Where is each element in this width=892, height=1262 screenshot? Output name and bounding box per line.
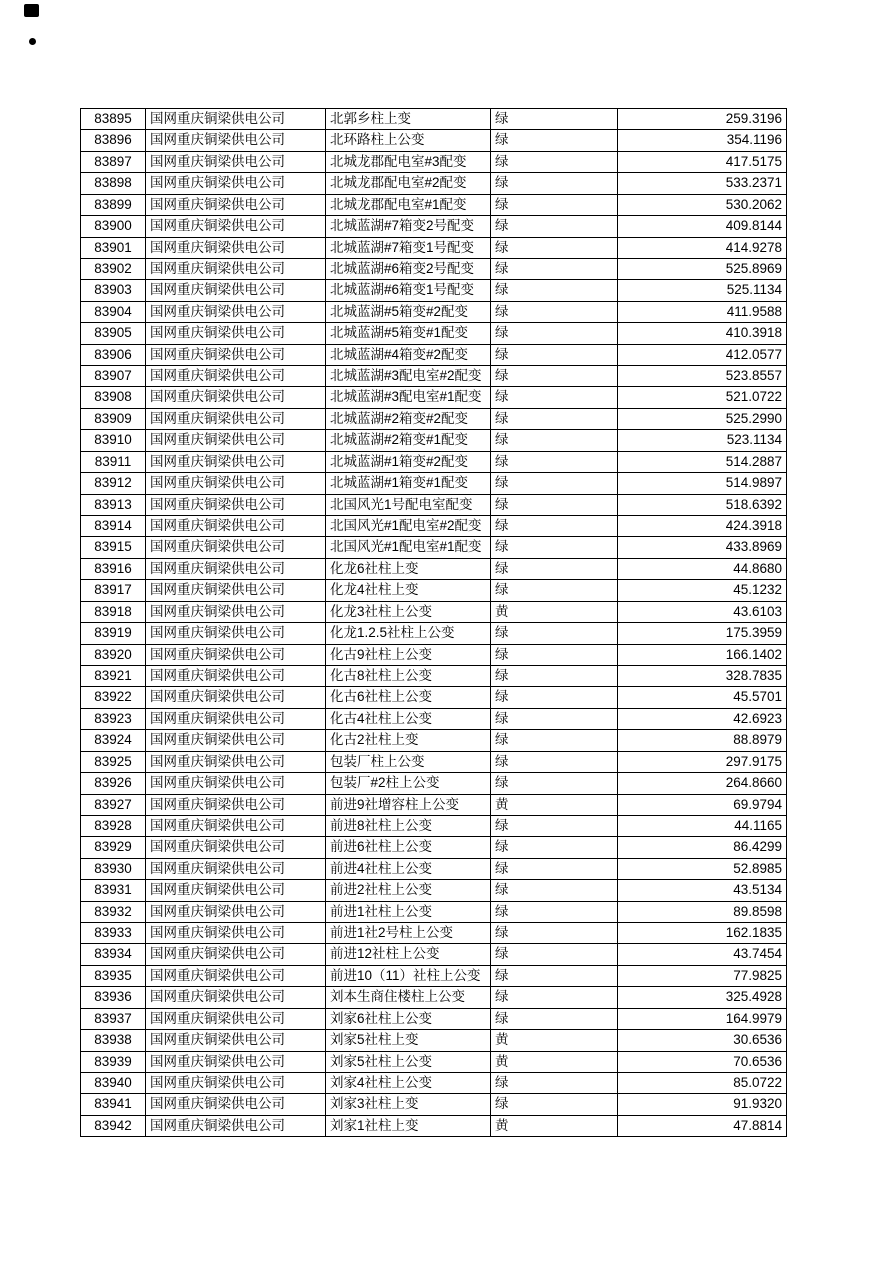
cell-metric-value: 47.8814 <box>618 1115 787 1136</box>
cell-device-name: 化古6社柱上公变 <box>326 687 491 708</box>
cell-record-id: 83931 <box>81 880 146 901</box>
cell-record-id: 83933 <box>81 923 146 944</box>
table-row <box>81 944 787 965</box>
cell-status-flag: 黄 <box>491 601 618 622</box>
cell-status-flag: 绿 <box>491 751 618 772</box>
cell-metric-value: 85.0722 <box>618 1072 787 1093</box>
cell-record-id: 83934 <box>81 944 146 965</box>
cell-device-name: 北城龙郡配电室#1配变 <box>326 194 491 215</box>
cell-company-name: 国网重庆铜梁供电公司 <box>146 880 326 901</box>
cell-record-id: 83932 <box>81 901 146 922</box>
table-row <box>81 430 787 451</box>
table-row <box>81 751 787 772</box>
cell-device-name: 北城蓝湖#5箱变#1配变 <box>326 323 491 344</box>
table-row <box>81 708 787 729</box>
cell-record-id: 83942 <box>81 1115 146 1136</box>
cell-record-id: 83938 <box>81 1030 146 1051</box>
cell-metric-value: 88.8979 <box>618 730 787 751</box>
cell-metric-value: 86.4299 <box>618 837 787 858</box>
cell-record-id: 83916 <box>81 558 146 579</box>
table-row <box>81 601 787 622</box>
cell-record-id: 83899 <box>81 194 146 215</box>
cell-metric-value: 30.6536 <box>618 1030 787 1051</box>
cell-record-id: 83923 <box>81 708 146 729</box>
cell-status-flag: 绿 <box>491 1094 618 1115</box>
cell-metric-value: 525.1134 <box>618 280 787 301</box>
cell-device-name: 北城蓝湖#1箱变#2配变 <box>326 451 491 472</box>
cell-device-name: 北城蓝湖#3配电室#2配变 <box>326 366 491 387</box>
cell-record-id: 83909 <box>81 408 146 429</box>
table-row <box>81 858 787 879</box>
cell-device-name: 北国风光1号配电室配变 <box>326 494 491 515</box>
cell-device-name: 北城蓝湖#2箱变#2配变 <box>326 408 491 429</box>
cell-record-id: 83898 <box>81 173 146 194</box>
table-row <box>81 494 787 515</box>
cell-metric-value: 328.7835 <box>618 665 787 686</box>
cell-device-name: 包装厂#2柱上公变 <box>326 773 491 794</box>
cell-record-id: 83903 <box>81 280 146 301</box>
cell-company-name: 国网重庆铜梁供电公司 <box>146 173 326 194</box>
cell-status-flag: 绿 <box>491 644 618 665</box>
table-row <box>81 1072 787 1093</box>
table-row <box>81 837 787 858</box>
cell-status-flag: 绿 <box>491 580 618 601</box>
cell-record-id: 83926 <box>81 773 146 794</box>
cell-status-flag: 黄 <box>491 794 618 815</box>
cell-status-flag: 绿 <box>491 173 618 194</box>
cell-metric-value: 411.9588 <box>618 301 787 322</box>
cell-status-flag: 绿 <box>491 237 618 258</box>
cell-device-name: 北城龙郡配电室#3配变 <box>326 151 491 172</box>
scan-artifact-dot <box>29 38 36 45</box>
cell-metric-value: 91.9320 <box>618 1094 787 1115</box>
cell-metric-value: 514.2887 <box>618 451 787 472</box>
cell-status-flag: 绿 <box>491 858 618 879</box>
cell-device-name: 前进6社柱上公变 <box>326 837 491 858</box>
cell-metric-value: 44.8680 <box>618 558 787 579</box>
cell-record-id: 83937 <box>81 1008 146 1029</box>
cell-company-name: 国网重庆铜梁供电公司 <box>146 430 326 451</box>
cell-metric-value: 77.9825 <box>618 965 787 986</box>
cell-company-name: 国网重庆铜梁供电公司 <box>146 965 326 986</box>
cell-metric-value: 530.2062 <box>618 194 787 215</box>
cell-company-name: 国网重庆铜梁供电公司 <box>146 237 326 258</box>
cell-metric-value: 409.8144 <box>618 216 787 237</box>
cell-metric-value: 325.4928 <box>618 987 787 1008</box>
table-row <box>81 1115 787 1136</box>
cell-device-name: 化龙6社柱上变 <box>326 558 491 579</box>
cell-metric-value: 52.8985 <box>618 858 787 879</box>
cell-status-flag: 绿 <box>491 558 618 579</box>
cell-device-name: 北国风光#1配电室#1配变 <box>326 537 491 558</box>
cell-device-name: 北郭乡柱上变 <box>326 109 491 130</box>
cell-record-id: 83927 <box>81 794 146 815</box>
records-table <box>80 108 787 1137</box>
cell-metric-value: 521.0722 <box>618 387 787 408</box>
cell-device-name: 刘家1社柱上变 <box>326 1115 491 1136</box>
cell-device-name: 北城蓝湖#6箱变1号配变 <box>326 280 491 301</box>
table-row <box>81 965 787 986</box>
cell-device-name: 刘家5社柱上公变 <box>326 1051 491 1072</box>
cell-company-name: 国网重庆铜梁供电公司 <box>146 258 326 279</box>
cell-device-name: 北国风光#1配电室#2配变 <box>326 516 491 537</box>
cell-record-id: 83918 <box>81 601 146 622</box>
cell-company-name: 国网重庆铜梁供电公司 <box>146 815 326 836</box>
cell-metric-value: 414.9278 <box>618 237 787 258</box>
cell-device-name: 前进1社柱上公变 <box>326 901 491 922</box>
cell-device-name: 前进4社柱上公变 <box>326 858 491 879</box>
cell-status-flag: 绿 <box>491 408 618 429</box>
cell-device-name: 前进1社2号柱上公变 <box>326 923 491 944</box>
cell-status-flag: 黄 <box>491 1115 618 1136</box>
table-row <box>81 580 787 601</box>
cell-record-id: 83915 <box>81 537 146 558</box>
cell-device-name: 刘家6社柱上公变 <box>326 1008 491 1029</box>
cell-record-id: 83928 <box>81 815 146 836</box>
cell-metric-value: 45.5701 <box>618 687 787 708</box>
table-row <box>81 537 787 558</box>
cell-record-id: 83919 <box>81 623 146 644</box>
cell-record-id: 83929 <box>81 837 146 858</box>
cell-record-id: 83924 <box>81 730 146 751</box>
table-row <box>81 623 787 644</box>
cell-metric-value: 43.5134 <box>618 880 787 901</box>
cell-company-name: 国网重庆铜梁供电公司 <box>146 837 326 858</box>
cell-device-name: 化古8社柱上公变 <box>326 665 491 686</box>
cell-status-flag: 绿 <box>491 1072 618 1093</box>
cell-company-name: 国网重庆铜梁供电公司 <box>146 580 326 601</box>
cell-metric-value: 433.8969 <box>618 537 787 558</box>
cell-metric-value: 525.2990 <box>618 408 787 429</box>
cell-device-name: 化龙4社柱上变 <box>326 580 491 601</box>
cell-record-id: 83940 <box>81 1072 146 1093</box>
cell-record-id: 83908 <box>81 387 146 408</box>
cell-status-flag: 绿 <box>491 344 618 365</box>
table-row <box>81 880 787 901</box>
cell-company-name: 国网重庆铜梁供电公司 <box>146 537 326 558</box>
cell-status-flag: 绿 <box>491 901 618 922</box>
cell-company-name: 国网重庆铜梁供电公司 <box>146 280 326 301</box>
cell-status-flag: 绿 <box>491 965 618 986</box>
cell-company-name: 国网重庆铜梁供电公司 <box>146 1072 326 1093</box>
cell-metric-value: 523.1134 <box>618 430 787 451</box>
cell-metric-value: 525.8969 <box>618 258 787 279</box>
cell-record-id: 83912 <box>81 473 146 494</box>
table-row <box>81 323 787 344</box>
cell-company-name: 国网重庆铜梁供电公司 <box>146 644 326 665</box>
cell-status-flag: 绿 <box>491 773 618 794</box>
cell-status-flag: 绿 <box>491 623 618 644</box>
cell-status-flag: 绿 <box>491 451 618 472</box>
table-row <box>81 387 787 408</box>
table-row <box>81 773 787 794</box>
cell-company-name: 国网重庆铜梁供电公司 <box>146 1008 326 1029</box>
cell-device-name: 刘家4社柱上公变 <box>326 1072 491 1093</box>
cell-device-name: 北城蓝湖#7箱变2号配变 <box>326 216 491 237</box>
table-row <box>81 923 787 944</box>
table-row <box>81 408 787 429</box>
cell-company-name: 国网重庆铜梁供电公司 <box>146 1115 326 1136</box>
cell-metric-value: 166.1402 <box>618 644 787 665</box>
cell-record-id: 83941 <box>81 1094 146 1115</box>
cell-status-flag: 绿 <box>491 987 618 1008</box>
cell-record-id: 83925 <box>81 751 146 772</box>
cell-company-name: 国网重庆铜梁供电公司 <box>146 109 326 130</box>
cell-company-name: 国网重庆铜梁供电公司 <box>146 623 326 644</box>
cell-status-flag: 绿 <box>491 387 618 408</box>
table-row <box>81 901 787 922</box>
table-row <box>81 344 787 365</box>
cell-company-name: 国网重庆铜梁供电公司 <box>146 773 326 794</box>
table-row <box>81 109 787 130</box>
cell-status-flag: 绿 <box>491 473 618 494</box>
cell-company-name: 国网重庆铜梁供电公司 <box>146 687 326 708</box>
cell-metric-value: 424.3918 <box>618 516 787 537</box>
cell-device-name: 刘本生商住楼柱上公变 <box>326 987 491 1008</box>
table-row <box>81 151 787 172</box>
cell-device-name: 前进10（11）社柱上公变 <box>326 965 491 986</box>
table-row <box>81 473 787 494</box>
cell-record-id: 83904 <box>81 301 146 322</box>
cell-company-name: 国网重庆铜梁供电公司 <box>146 216 326 237</box>
cell-record-id: 83900 <box>81 216 146 237</box>
cell-company-name: 国网重庆铜梁供电公司 <box>146 601 326 622</box>
cell-status-flag: 绿 <box>491 366 618 387</box>
cell-status-flag: 绿 <box>491 516 618 537</box>
table-row <box>81 1008 787 1029</box>
cell-metric-value: 44.1165 <box>618 815 787 836</box>
table-row <box>81 665 787 686</box>
cell-status-flag: 绿 <box>491 537 618 558</box>
cell-company-name: 国网重庆铜梁供电公司 <box>146 901 326 922</box>
cell-status-flag: 绿 <box>491 216 618 237</box>
cell-device-name: 北城蓝湖#2箱变#1配变 <box>326 430 491 451</box>
cell-company-name: 国网重庆铜梁供电公司 <box>146 451 326 472</box>
cell-status-flag: 绿 <box>491 109 618 130</box>
cell-status-flag: 黄 <box>491 1030 618 1051</box>
cell-record-id: 83902 <box>81 258 146 279</box>
cell-company-name: 国网重庆铜梁供电公司 <box>146 751 326 772</box>
cell-metric-value: 264.8660 <box>618 773 787 794</box>
cell-metric-value: 70.6536 <box>618 1051 787 1072</box>
cell-status-flag: 绿 <box>491 665 618 686</box>
cell-device-name: 化古2社柱上变 <box>326 730 491 751</box>
cell-device-name: 刘家5社柱上变 <box>326 1030 491 1051</box>
cell-company-name: 国网重庆铜梁供电公司 <box>146 858 326 879</box>
cell-device-name: 北城蓝湖#4箱变#2配变 <box>326 344 491 365</box>
table-row <box>81 815 787 836</box>
cell-record-id: 83905 <box>81 323 146 344</box>
table-row <box>81 687 787 708</box>
cell-record-id: 83901 <box>81 237 146 258</box>
cell-metric-value: 42.6923 <box>618 708 787 729</box>
cell-device-name: 化龙1.2.5社柱上公变 <box>326 623 491 644</box>
cell-company-name: 国网重庆铜梁供电公司 <box>146 494 326 515</box>
cell-company-name: 国网重庆铜梁供电公司 <box>146 1051 326 1072</box>
cell-company-name: 国网重庆铜梁供电公司 <box>146 301 326 322</box>
cell-status-flag: 绿 <box>491 923 618 944</box>
table-row <box>81 173 787 194</box>
cell-device-name: 北环路柱上公变 <box>326 130 491 151</box>
cell-metric-value: 43.6103 <box>618 601 787 622</box>
scan-artifact-mark <box>24 4 39 17</box>
table-row <box>81 558 787 579</box>
cell-metric-value: 518.6392 <box>618 494 787 515</box>
cell-record-id: 83897 <box>81 151 146 172</box>
cell-metric-value: 412.0577 <box>618 344 787 365</box>
cell-metric-value: 175.3959 <box>618 623 787 644</box>
cell-company-name: 国网重庆铜梁供电公司 <box>146 923 326 944</box>
cell-metric-value: 89.8598 <box>618 901 787 922</box>
table-row <box>81 280 787 301</box>
cell-record-id: 83911 <box>81 451 146 472</box>
cell-status-flag: 绿 <box>491 944 618 965</box>
table-row <box>81 216 787 237</box>
table-row <box>81 730 787 751</box>
cell-status-flag: 绿 <box>491 494 618 515</box>
cell-record-id: 83939 <box>81 1051 146 1072</box>
table-row <box>81 237 787 258</box>
table-row <box>81 516 787 537</box>
cell-device-name: 包装厂柱上公变 <box>326 751 491 772</box>
cell-company-name: 国网重庆铜梁供电公司 <box>146 516 326 537</box>
cell-metric-value: 43.7454 <box>618 944 787 965</box>
cell-device-name: 北城蓝湖#5箱变#2配变 <box>326 301 491 322</box>
cell-status-flag: 绿 <box>491 815 618 836</box>
cell-company-name: 国网重庆铜梁供电公司 <box>146 366 326 387</box>
cell-record-id: 83930 <box>81 858 146 879</box>
cell-metric-value: 523.8557 <box>618 366 787 387</box>
cell-status-flag: 绿 <box>491 280 618 301</box>
cell-company-name: 国网重庆铜梁供电公司 <box>146 987 326 1008</box>
cell-record-id: 83922 <box>81 687 146 708</box>
cell-metric-value: 162.1835 <box>618 923 787 944</box>
cell-metric-value: 514.9897 <box>618 473 787 494</box>
cell-status-flag: 绿 <box>491 194 618 215</box>
cell-device-name: 化龙3社柱上公变 <box>326 601 491 622</box>
cell-device-name: 北城蓝湖#7箱变1号配变 <box>326 237 491 258</box>
cell-record-id: 83895 <box>81 109 146 130</box>
cell-metric-value: 164.9979 <box>618 1008 787 1029</box>
cell-company-name: 国网重庆铜梁供电公司 <box>146 387 326 408</box>
cell-record-id: 83936 <box>81 987 146 1008</box>
cell-device-name: 北城蓝湖#6箱变2号配变 <box>326 258 491 279</box>
table-row <box>81 1030 787 1051</box>
table-row <box>81 130 787 151</box>
cell-status-flag: 绿 <box>491 837 618 858</box>
cell-company-name: 国网重庆铜梁供电公司 <box>146 408 326 429</box>
cell-company-name: 国网重庆铜梁供电公司 <box>146 151 326 172</box>
cell-status-flag: 绿 <box>491 430 618 451</box>
cell-metric-value: 297.9175 <box>618 751 787 772</box>
cell-record-id: 83935 <box>81 965 146 986</box>
cell-device-name: 前进8社柱上公变 <box>326 815 491 836</box>
cell-company-name: 国网重庆铜梁供电公司 <box>146 708 326 729</box>
table-row <box>81 644 787 665</box>
cell-record-id: 83910 <box>81 430 146 451</box>
cell-company-name: 国网重庆铜梁供电公司 <box>146 1094 326 1115</box>
cell-device-name: 刘家3社柱上变 <box>326 1094 491 1115</box>
cell-metric-value: 417.5175 <box>618 151 787 172</box>
cell-device-name: 前进9社增容柱上公变 <box>326 794 491 815</box>
cell-device-name: 前进2社柱上公变 <box>326 880 491 901</box>
cell-status-flag: 绿 <box>491 687 618 708</box>
cell-status-flag: 绿 <box>491 1008 618 1029</box>
cell-device-name: 北城蓝湖#3配电室#1配变 <box>326 387 491 408</box>
cell-status-flag: 绿 <box>491 880 618 901</box>
cell-company-name: 国网重庆铜梁供电公司 <box>146 944 326 965</box>
cell-metric-value: 69.9794 <box>618 794 787 815</box>
cell-metric-value: 533.2371 <box>618 173 787 194</box>
cell-device-name: 前进12社柱上公变 <box>326 944 491 965</box>
cell-metric-value: 410.3918 <box>618 323 787 344</box>
cell-company-name: 国网重庆铜梁供电公司 <box>146 794 326 815</box>
cell-record-id: 83914 <box>81 516 146 537</box>
table-row <box>81 451 787 472</box>
table-row <box>81 1051 787 1072</box>
cell-status-flag: 绿 <box>491 130 618 151</box>
cell-status-flag: 黄 <box>491 1051 618 1072</box>
table-row <box>81 987 787 1008</box>
cell-company-name: 国网重庆铜梁供电公司 <box>146 665 326 686</box>
cell-record-id: 83896 <box>81 130 146 151</box>
cell-device-name: 化古4社柱上公变 <box>326 708 491 729</box>
cell-company-name: 国网重庆铜梁供电公司 <box>146 473 326 494</box>
cell-record-id: 83920 <box>81 644 146 665</box>
cell-device-name: 化古9社柱上公变 <box>326 644 491 665</box>
cell-company-name: 国网重庆铜梁供电公司 <box>146 558 326 579</box>
cell-record-id: 83906 <box>81 344 146 365</box>
cell-record-id: 83917 <box>81 580 146 601</box>
cell-status-flag: 绿 <box>491 323 618 344</box>
cell-company-name: 国网重庆铜梁供电公司 <box>146 194 326 215</box>
cell-metric-value: 45.1232 <box>618 580 787 601</box>
table-row <box>81 301 787 322</box>
cell-status-flag: 绿 <box>491 258 618 279</box>
cell-device-name: 北城龙郡配电室#2配变 <box>326 173 491 194</box>
cell-device-name: 北城蓝湖#1箱变#1配变 <box>326 473 491 494</box>
cell-status-flag: 绿 <box>491 301 618 322</box>
table-row <box>81 258 787 279</box>
cell-company-name: 国网重庆铜梁供电公司 <box>146 323 326 344</box>
cell-status-flag: 绿 <box>491 708 618 729</box>
cell-record-id: 83913 <box>81 494 146 515</box>
cell-metric-value: 354.1196 <box>618 130 787 151</box>
table-row <box>81 1094 787 1115</box>
table-row <box>81 794 787 815</box>
cell-status-flag: 绿 <box>491 151 618 172</box>
cell-metric-value: 259.3196 <box>618 109 787 130</box>
cell-company-name: 国网重庆铜梁供电公司 <box>146 1030 326 1051</box>
cell-company-name: 国网重庆铜梁供电公司 <box>146 730 326 751</box>
cell-status-flag: 绿 <box>491 730 618 751</box>
cell-record-id: 83907 <box>81 366 146 387</box>
table-row <box>81 366 787 387</box>
cell-company-name: 国网重庆铜梁供电公司 <box>146 344 326 365</box>
table-body <box>81 109 787 1137</box>
cell-company-name: 国网重庆铜梁供电公司 <box>146 130 326 151</box>
cell-record-id: 83921 <box>81 665 146 686</box>
table-row <box>81 194 787 215</box>
